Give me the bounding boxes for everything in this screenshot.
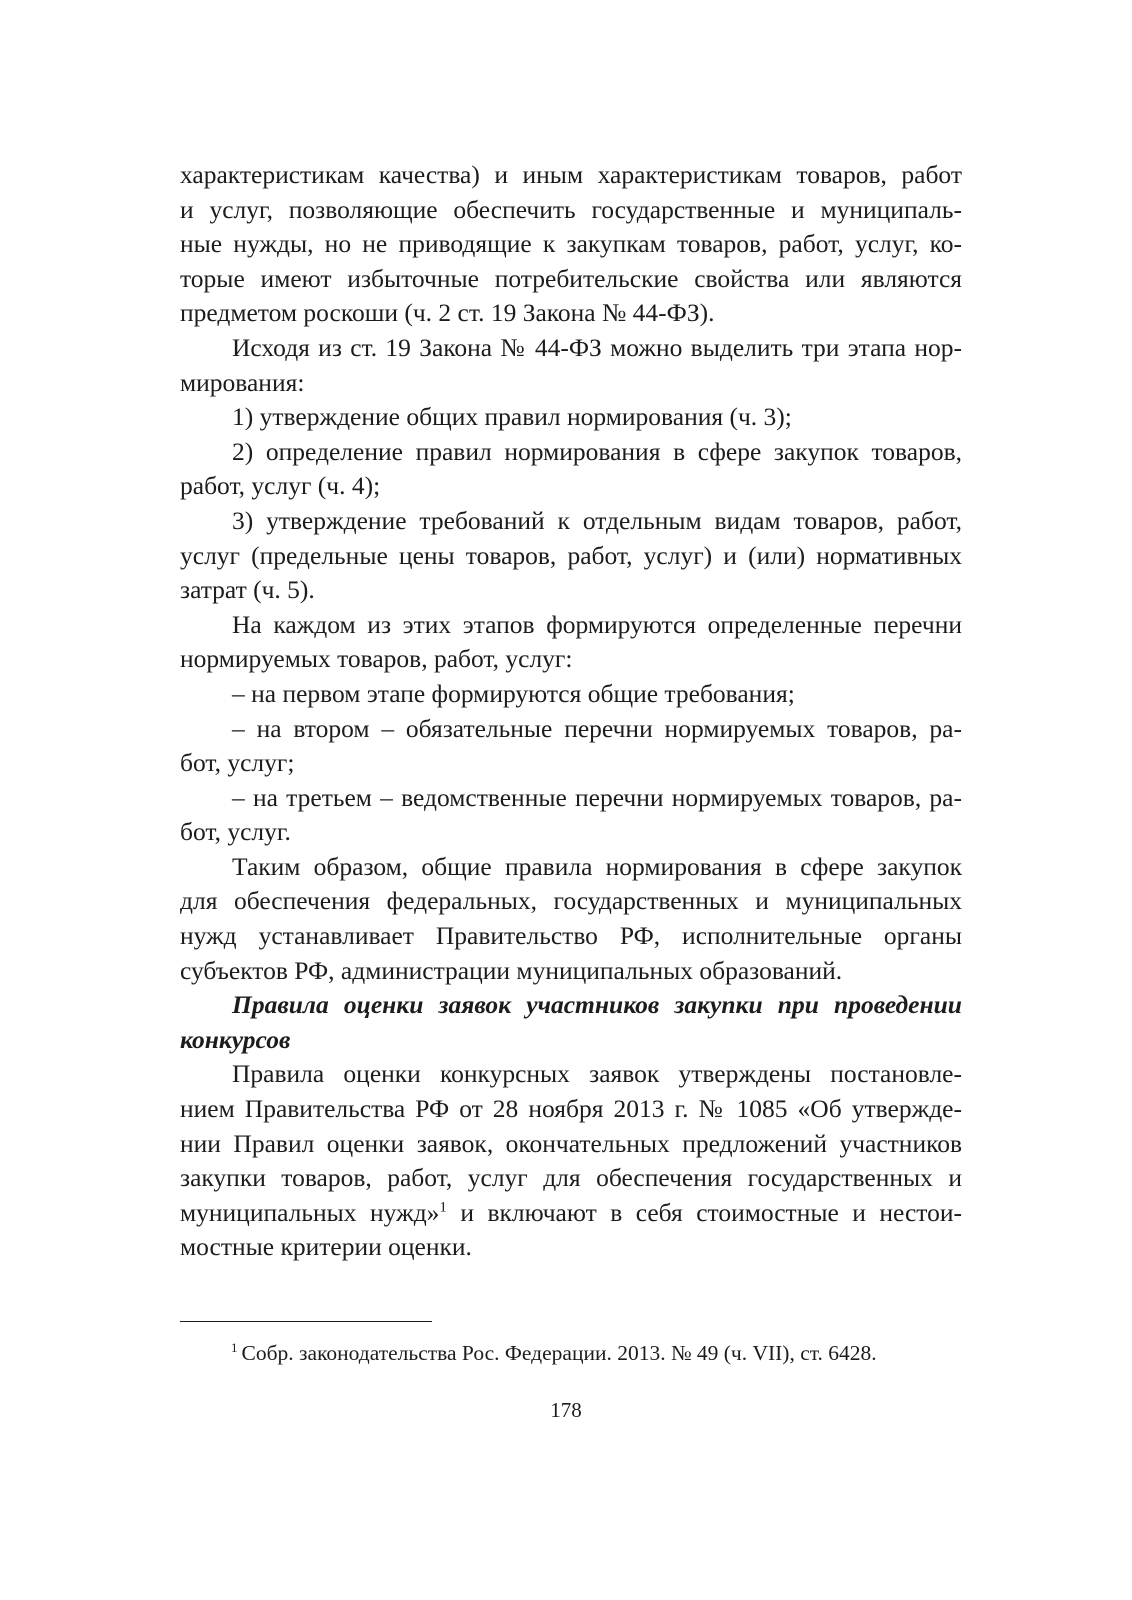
text-line: закупки товаров, работ, услуг для обеспечения государственных и [180, 1163, 962, 1193]
list-item: – на втором – обязательные перечни нормируемых товаров, ра- [232, 713, 962, 743]
text-line: нужд устанавливает Правительство РФ, исполнительные органы [180, 921, 962, 951]
footnote-text: Собр. законодательства Рос. Федерации. 2013. № 49 (ч. VII), ст. 6428. [241, 1341, 877, 1365]
text-line [180, 1196, 962, 1231]
list-item: 1) утверждение общих правил нормирования (ч. 3); [232, 402, 792, 432]
text-line: характеристикам качества) и иным характеристикам товаров, работ [180, 160, 962, 189]
list-item: 2) определение правил нормирования в сфере закупок товаров, [232, 436, 962, 466]
list-item: – на третьем – ведомственные перечни нормируемых товаров, ра- [232, 782, 962, 812]
text-line: торые имеют избыточные потребительские свойства или являются [180, 263, 962, 293]
footnote-marker: 1 [231, 1339, 238, 1355]
footnote-reference: 1 [439, 1199, 447, 1216]
text-line: нии Правил оценки заявок, окончательных предложений участников [180, 1128, 962, 1158]
text-line: Правила оценки конкурсных заявок утверждены постановле- [232, 1059, 962, 1089]
footnote-divider [180, 1321, 432, 1322]
text-line: работ, услуг (ч. 4); [180, 471, 381, 501]
body-text [180, 158, 962, 1265]
text-line: предметом роскоши (ч. 2 ст. 19 Закона № 44-ФЗ). [180, 298, 715, 328]
page-number: 178 [550, 1398, 582, 1422]
text-line: мостные критерии оценки. [180, 1232, 472, 1262]
text-line: субъектов РФ, администрации муниципальных образований. [180, 955, 843, 985]
section-heading: конкурсов [180, 1024, 291, 1054]
text-line: На каждом из этих этапов формируются определенные перечни [232, 609, 962, 639]
text-line: для обеспечения федеральных, государственных и муниципальных [180, 886, 962, 916]
list-item: – на первом этапе формируются общие требования; [232, 678, 795, 708]
section-heading: Правила оценки заявок участников закупки при проведении [232, 990, 962, 1020]
text-line: услуг (предельные цены товаров, работ, услуг) и (или) нормативных [180, 540, 962, 570]
text-line: мирования: [180, 367, 305, 397]
text-fragment: и включают в себя стоимостные и нестои- [446, 1197, 962, 1227]
text-line: Исходя из ст. 19 Закона № 44-ФЗ можно выделить три этапа нор- [232, 332, 962, 362]
footnote [231, 1340, 877, 1366]
text-line: нормируемых товаров, работ, услуг: [180, 644, 573, 674]
text-line: затрат (ч. 5). [180, 575, 315, 605]
text-line: бот, услуг. [180, 817, 291, 847]
text-line: нием Правительства РФ от 28 ноября 2013 г. № 1085 «Об утвержде- [180, 1094, 962, 1124]
text-line: ные нужды, но не приводящие к закупкам товаров, работ, услуг, ко- [180, 229, 962, 259]
text-fragment: муниципальных нужд» [180, 1197, 440, 1227]
text-line: и услуг, позволяющие обеспечить государственные и муниципаль- [180, 194, 962, 224]
list-item: 3) утверждение требований к отдельным видам товаров, работ, [232, 505, 962, 535]
text-line: бот, услуг; [180, 748, 295, 778]
text-line: Таким образом, общие правила нормирования в сфере закупок [232, 851, 962, 881]
